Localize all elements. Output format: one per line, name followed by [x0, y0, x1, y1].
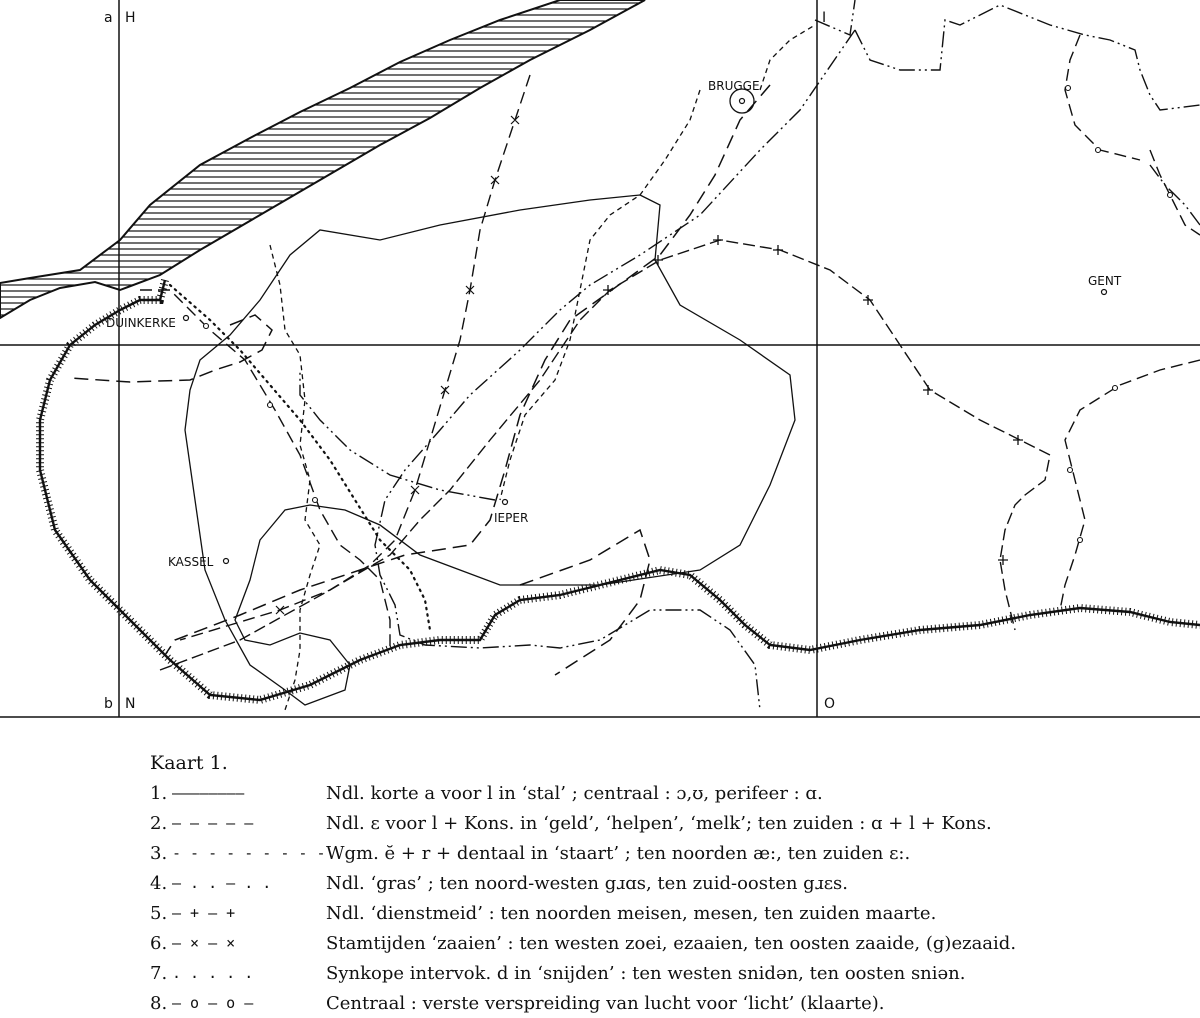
map-legend [150, 752, 1190, 1018]
legend-item-number: 3. [150, 842, 168, 864]
legend-item-symbol: - - - - - - - - - [172, 844, 326, 862]
legend-item-symbol: ———————— [172, 784, 245, 802]
national-border [40, 280, 1200, 700]
grid-label-a: a [104, 10, 113, 26]
legend-item [150, 928, 1190, 958]
legend-item-text: Ndl. ‘gras’ ; ten noord-westen gɹɑs, ten zuid-oosten gɹɛs. [326, 872, 849, 894]
legend-item-number: 1. [150, 782, 168, 804]
place-ieper [494, 500, 528, 526]
legend-item [150, 958, 1190, 988]
legend-title: Kaart 1. [150, 752, 228, 774]
grid-label-o: O [824, 696, 836, 712]
legend-item-number: 7. [150, 962, 168, 984]
coastline [0, 0, 645, 318]
place-label-duinkerke: DUINKERKE [106, 316, 176, 330]
legend-item-text: Ndl. ɛ voor l + Kons. in ‘geld’, ‘helpen’, ‘melk’; ten zuiden : ɑ + l + Kons. [326, 812, 992, 834]
legend-item-symbol: — × — × [172, 934, 236, 952]
isogloss-5-marks [603, 235, 1023, 565]
place-label-kassel: KASSEL [168, 555, 214, 569]
legend-item [150, 988, 1190, 1018]
legend-item-number: 4. [150, 872, 168, 894]
legend-item-symbol: — . . — . . [172, 874, 272, 892]
legend-item [150, 898, 1190, 928]
legend-item [150, 778, 1190, 808]
legend-item-text: Synkope intervok. d in ‘snijden’ : ten westen snidən, ten oosten sniən. [326, 962, 966, 984]
grid-label-n: N [125, 696, 136, 712]
legend-item-text: Wgm. ĕ + r + dentaal in ‘staart’ ; ten noorden æ:, ten zuiden ɛ:. [326, 842, 911, 864]
place-label-ieper: IEPER [494, 511, 529, 525]
place-label-brugge: BRUGGE [708, 79, 760, 93]
grid-label-b: b [104, 696, 113, 712]
place-label-gent: GENT [1088, 274, 1122, 288]
legend-item-text: Ndl. ‘dienstmeid’ : ten noorden meisen, mesen, ten zuiden maarte. [326, 902, 937, 924]
place-brugge [708, 79, 760, 113]
legend-item [150, 808, 1190, 838]
legend-item-symbol: — o — o — [172, 994, 254, 1012]
legend-item-symbol: — + — + [172, 904, 236, 922]
isogloss-5 [160, 240, 1050, 670]
place-gent [1088, 274, 1122, 295]
place-kassel [168, 555, 229, 569]
legend-item [150, 838, 1190, 868]
legend-item-symbol: . . . . . [172, 964, 254, 982]
national-border-ticks [40, 280, 1200, 700]
place-duinkerke [106, 316, 189, 331]
isogloss-6-marks [276, 116, 519, 614]
grid-label-i: I [822, 10, 827, 26]
legend-item-number: 2. [150, 812, 168, 834]
legend-item-text: Ndl. korte a voor l in ‘stal’ ; centraal : ɔ,ʊ, perifeer : ɑ. [326, 782, 823, 804]
legend-item-text: Centraal : verste verspreiding van lucht voor ‘licht’ (klaarte). [326, 992, 885, 1014]
legend-item-number: 8. [150, 992, 168, 1014]
legend-item-number: 6. [150, 932, 168, 954]
legend-item [150, 868, 1190, 898]
grid-label-h: H [125, 10, 136, 26]
legend-item-number: 5. [150, 902, 168, 924]
legend-item-symbol: — — — — — [172, 814, 254, 832]
legend-item-text: Stamtijden ‘zaaien’ : ten westen zoei, ezaaien, ten oosten zaaide, (g)ezaaid. [326, 932, 1017, 954]
